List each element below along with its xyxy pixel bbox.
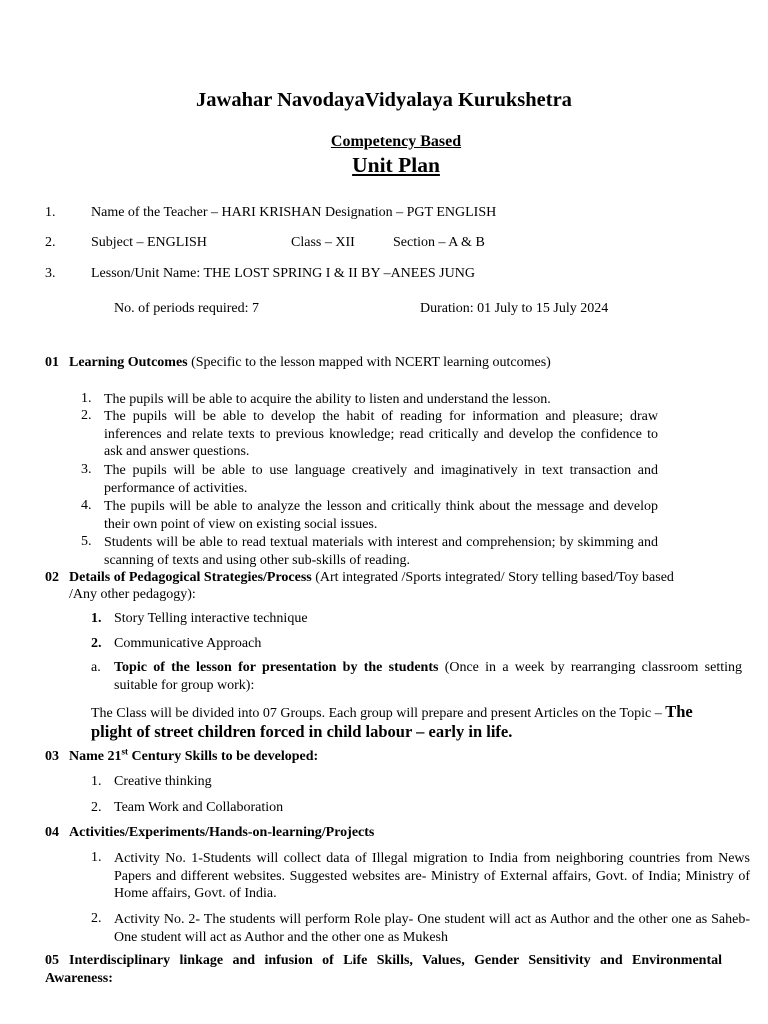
group-instruction-text: The Class will be divided into 07 Groups. Each group will prepare and present Articles on the Topic – [91,706,662,721]
section-number: 02 [45,570,59,585]
strategy-item: Communicative Approach [114,636,262,651]
topic-title: plight of street children forced in child labour – early in life. [91,722,513,741]
section-note: (Specific to the lesson mapped with NCERT learning outcomes) [187,355,551,370]
learning-outcome-item: The pupils will be able to develop the habit of reading for information and pleasure; draw inferences and relate texts to previous knowledge; read critically and develop the confidence to ask and answer questions. [104,409,658,459]
periods-required: No. of periods required: 7 [114,301,260,316]
section-number: 04 [45,825,59,840]
unit-plan-heading: Unit Plan [352,153,440,177]
section-04-heading [45,825,374,841]
list-marker: 1. [81,391,92,406]
section-number: 05 [45,953,59,968]
activity-item: Activity No. 2- The students will perform Role play- One student will act as Author and the other one as Saheb- One student will act as Author and the other one as Mukesh [114,912,750,945]
class-text: Class – XII [291,235,355,250]
section-note: (Art integrated /Sports integrated/ Story telling based/Toy based [311,570,674,585]
section-02-heading [45,570,674,586]
section-03-heading [45,746,319,765]
list-marker: 1. [91,611,102,626]
lesson-name: Lesson/Unit Name: THE LOST SPRING I & II BY –ANEES JUNG [91,266,475,281]
list-marker: 2. [91,636,102,651]
duration: Duration: 01 July to 15 July 2024 [420,301,609,316]
topic-start: The [665,702,693,721]
info-number-2: 2. [45,235,56,250]
section-text: Section – A & B [393,235,485,250]
school-title: Jawahar NavodayaVidyalaya Kurukshetra [196,89,572,111]
section-title: Name 21 [69,749,122,764]
presentation-topic-item [114,659,742,694]
section-number: 01 [45,355,59,370]
skill-item: Creative thinking [114,774,212,789]
list-marker: a. [91,660,101,675]
learning-outcome-item: Students will be able to read textual materials with interest and comprehension; by skimming and scanning of texts and using other sub-skills of reading. [104,535,658,568]
list-marker: 2. [81,408,92,423]
section-05-heading [45,952,722,987]
section-number: 03 [45,749,59,764]
learning-outcome-item: The pupils will be able to use language creatively and imaginatively in text transaction and performance of activities. [104,463,658,496]
info-number-1: 1. [45,205,56,220]
info-number-3: 3. [45,266,56,281]
list-marker: 1. [91,850,102,865]
section-note-continued: /Any other pedagogy): [69,587,196,602]
learning-outcome-item: The pupils will be able to analyze the lesson and critically think about the message and develop their own point of view on existing social issues. [104,499,658,532]
section-title-rest: Century Skills to be developed: [128,749,319,764]
strategy-item: Story Telling interactive technique [114,611,308,626]
section-title-superscript: st [121,746,128,757]
subject-text: Subject – ENGLISH [91,235,207,250]
section-title: Activities/Experiments/Hands-on-learning/Projects [69,825,375,840]
section-title: Interdisciplinary linkage and infusion of Life Skills, Values, Gender Sensitivity and Environmental Awareness: [45,953,722,986]
competency-heading: Competency Based [330,133,462,150]
activity-item: Activity No. 1-Students will collect data of Illegal migration to India from neighboring countries from News Papers and different websites. Suggested websites are- Ministry of External affairs, Govt. of India; Ministry of Home affairs, Govt. of India. [114,851,750,901]
section-title: Details of Pedagogical Strategies/Process [69,570,312,585]
section-title: Learning Outcomes [69,355,188,370]
section-01-heading [45,355,551,371]
presentation-topic-note: (Once in a week by rearranging classroom setting suitable for group work): [114,660,742,693]
learning-outcome-item: The pupils will be able to acquire the ability to listen and understand the lesson. [104,392,551,407]
list-marker: 2. [91,911,102,926]
teacher-line: Name of the Teacher – HARI KRISHAN Designation – PGT ENGLISH [91,205,497,220]
list-marker: 5. [81,534,92,549]
list-marker: 1. [91,774,102,789]
presentation-topic-label: Topic of the lesson for presentation by the students [114,660,439,675]
list-marker: 3. [81,462,92,477]
list-marker: 4. [81,498,92,513]
group-instruction [91,702,693,722]
list-marker: 2. [91,800,102,815]
skill-item: Team Work and Collaboration [114,800,284,815]
